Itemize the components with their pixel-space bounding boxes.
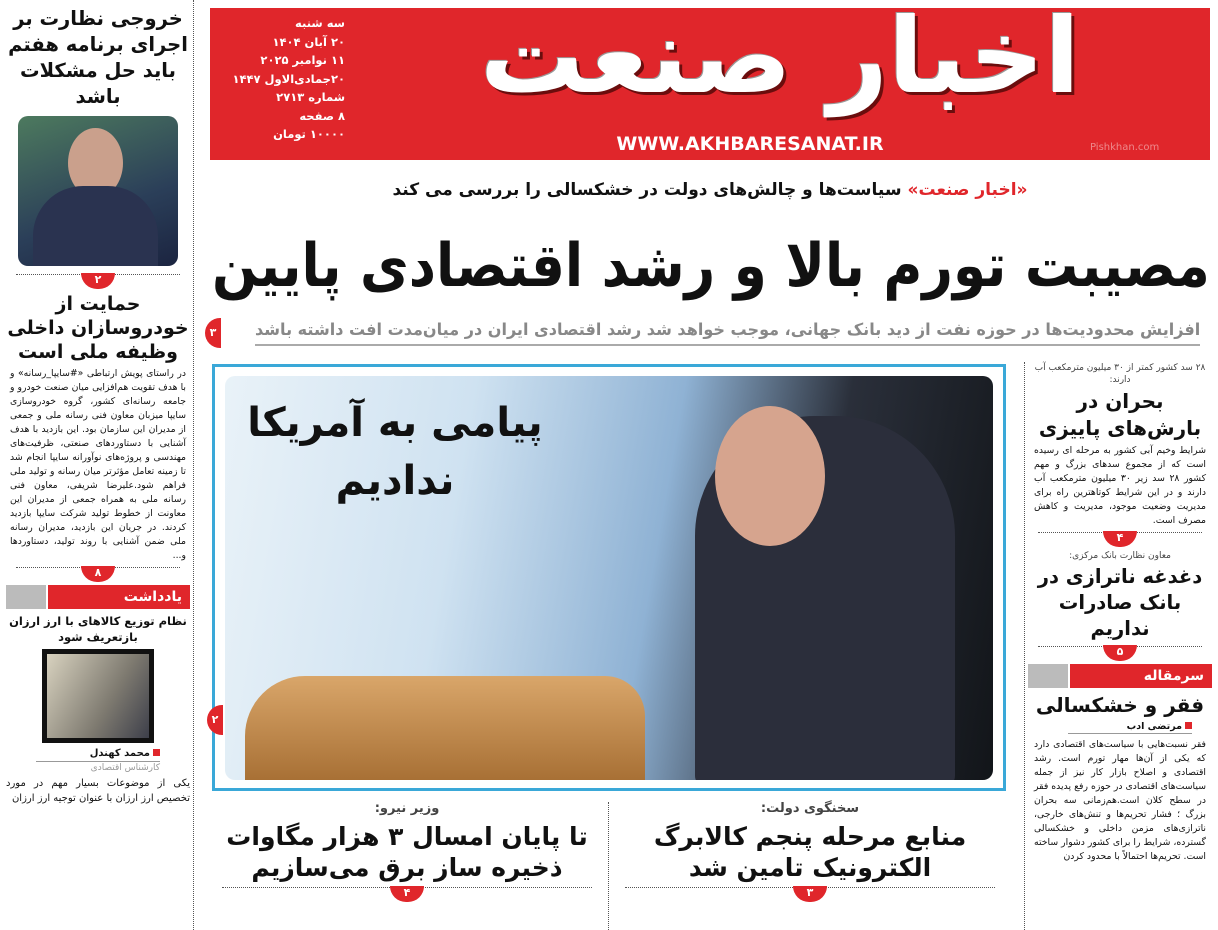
page-badge[interactable]: ۳ — [793, 886, 827, 902]
editorial-headline[interactable]: فقر و خشکسالی — [1035, 693, 1205, 717]
lead-kicker — [220, 178, 1200, 202]
note-section-header — [6, 585, 190, 609]
headline: تا پایان امسال ۳ هزار مگاوات ذخیره ساز برق می‌سازیم — [226, 822, 588, 882]
persian-date: ۲۰ آبان ۱۴۰۴ — [272, 34, 345, 49]
section-note: یادداشت — [48, 585, 190, 609]
divider — [1028, 646, 1212, 664]
arrow-icon — [1028, 664, 1068, 688]
lead-headline-box — [212, 228, 1210, 308]
left-story1-headline[interactable]: خروجی نظارت بر اجرای برنامه هفتم باید حل مشکلات باشد — [8, 7, 188, 108]
kicker-brand: «اخبار صنعت» — [907, 180, 1028, 200]
masthead — [210, 0, 1210, 160]
page-badge[interactable]: ۴ — [390, 886, 424, 902]
photo-ghalibaf — [18, 116, 178, 266]
bottom-left-story[interactable] — [212, 800, 602, 905]
photo-page-badge[interactable]: ۲ — [207, 705, 223, 735]
editorial-body: فقر نسبت‌هایی با سیاست‌های اقتصادی دارد که یکی از آن‌ها مهار تورم است. رشد اقتصادی و اصلاح بازار کار نیز از جمله سیاست‌های اقتصادی در حوزه رفع پدیده فقر در سطح کلان است.هم‌زمانی سه بحران بزرگ ؛ فشار تحریم‌ها و تنش‌های خارجی، ناترازی‌های مزمن داخلی و خشکسالی گسترده، شرایط را برای کشور دشوار ساخته است. تحریم‌ها احتمالاً با محدود کردن — [1034, 739, 1206, 862]
editorial-section-header — [1028, 664, 1212, 688]
note-author-role: کارشناس اقتصادی — [36, 761, 160, 774]
photo-story-frame[interactable] — [212, 364, 1006, 791]
lead-page-badge[interactable]: ۳ — [205, 318, 221, 348]
right-story1-body: شرایط وخیم آبی کشور به مرحله ای رسیده است که از مجموع سدهای بزرگ و مهم کشور ۲۸ سد زیر ۳۰ میلیون مترمکعب آب دارند و در این شرایط کوتاهترین راه برای مدیریت وضعیت موجود، مدیریت و کاهش مصرف است. — [1034, 445, 1206, 526]
price: ۱۰۰۰۰ تومان — [273, 127, 345, 141]
page-count: ۸ صفحه — [299, 108, 345, 123]
left-column — [6, 6, 190, 806]
gregorian-date: ۱۱ نوامبر ۲۰۲۵ — [260, 53, 345, 67]
suit — [33, 186, 158, 266]
left-story1-page[interactable]: ۲ — [81, 273, 115, 289]
divider — [6, 274, 190, 292]
hijri-date: ۲۰جمادی‌الاول ۱۴۴۷ — [232, 71, 345, 86]
section-editorial: سرمقاله — [1070, 664, 1212, 688]
author-name: محمد کهندل — [89, 748, 150, 759]
divider — [6, 567, 190, 585]
bottom-right-story[interactable] — [615, 800, 1005, 905]
photo-author — [42, 649, 154, 743]
editorial-author — [1068, 720, 1192, 734]
left-col-border — [193, 0, 194, 930]
weekday: سه شنبه — [295, 16, 345, 30]
bullet-icon — [1185, 722, 1192, 729]
arrow-icon — [6, 585, 46, 609]
lead-subhead-box — [255, 318, 1200, 346]
photo-headline-text: پیامی به آمریکا ندادیم — [247, 400, 543, 504]
photo-headline — [235, 394, 555, 510]
left-story2-body: در راستای پویش ارتباطی «#سایپا_رسانه» و با هدف تقویت هم‌افزایی میان صنعت خودرو و جامعه رسانه‌ای کشور، گروه خودروسازی سایپا میزبان معاون فنی رسانه ملی و جمعی از مدیران این سازمان بود. این بازدید با هدف آشنایی با دستاوردهای صنعتی، ظرفیت‌های مهندسی و پروژه‌های نوآورانه سایپا انجام شد تا زمینه تعامل مؤثرتر میان رسانه و تولید ملی فراهم شود.علیرضا شریفی، معاون فنی رسانه ملی به همراه جمعی از مدیران این معاونت از خطوط تولید شرکت سایپا بازدید کردند. در جریان این بازدید، مدیران رسانه ملی ضمن آشنایی با روند تولید، دستاوردها و... — [10, 368, 186, 561]
photo-larijani-speech — [225, 376, 993, 780]
divider — [1028, 532, 1212, 550]
bottom-divider — [608, 802, 609, 930]
kicker-text: سیاست‌ها و چالش‌های دولت در خشکسالی را بررسی می کند — [392, 180, 908, 200]
issue-number: شماره ۲۷۱۳ — [276, 90, 345, 104]
podium — [245, 676, 645, 780]
lead-headline[interactable]: مصیبت تورم بالا و رشد اقتصادی پایین — [212, 231, 1210, 301]
divider — [615, 887, 1005, 905]
right-col-border — [1024, 362, 1025, 930]
right-story1-page[interactable]: ۴ — [1103, 531, 1137, 547]
note-body: یکی از موضوعات بسیار مهم در مورد تخصیص ارز ارزان با عنوان توجیه ارز ارزان — [6, 778, 190, 804]
bullet-icon — [153, 749, 160, 756]
lead-subhead: افزایش محدودیت‌ها در حوزه نفت از دید بانک جهانی، موجب خواهد شد رشد اقتصادی ایران در میان‌مدت افت داشته باشد — [254, 320, 1200, 339]
right-story1-headline[interactable]: بحران در بارش‌های پاییزی — [1038, 389, 1202, 440]
author-portrait — [47, 654, 149, 738]
divider — [212, 887, 602, 905]
left-story2-page[interactable]: ۸ — [81, 566, 115, 582]
watermark: Pishkhan.com — [1090, 142, 1160, 153]
website-url[interactable]: WWW.AKHBARESANAT.IR — [616, 133, 884, 155]
note-headline[interactable]: نظام توزیع کالاهای با ارز ارزان بازتعریف شود — [9, 614, 187, 644]
kicker: سخنگوی دولت: — [760, 801, 860, 816]
right-story2-kicker: معاون نظارت بانک مرکزی: — [1069, 551, 1171, 561]
note-author — [36, 747, 160, 761]
headline: منابع مرحله پنجم کالابرگ الکترونیک تامین شد — [653, 822, 967, 882]
speaker-face — [715, 406, 825, 546]
author-name: مرتضی ادب — [1126, 721, 1182, 732]
right-column — [1028, 362, 1212, 864]
right-story2-page[interactable]: ۵ — [1103, 645, 1137, 661]
newspaper-logo: اخبار صنعت — [480, 0, 1080, 117]
kicker: وزیر نیرو: — [374, 801, 440, 816]
right-story2-headline[interactable]: دغدغه ناترازی در بانک صادرات نداریم — [1037, 565, 1203, 640]
masthead-date-block — [220, 14, 345, 144]
right-story1-kicker: ۲۸ سد کشور کمتر از ۳۰ میلیون مترمکعب آب دارند: — [1034, 363, 1206, 385]
left-story2-headline[interactable]: حمایت از خودروسازان داخلی وظیفه ملی است — [7, 293, 189, 363]
